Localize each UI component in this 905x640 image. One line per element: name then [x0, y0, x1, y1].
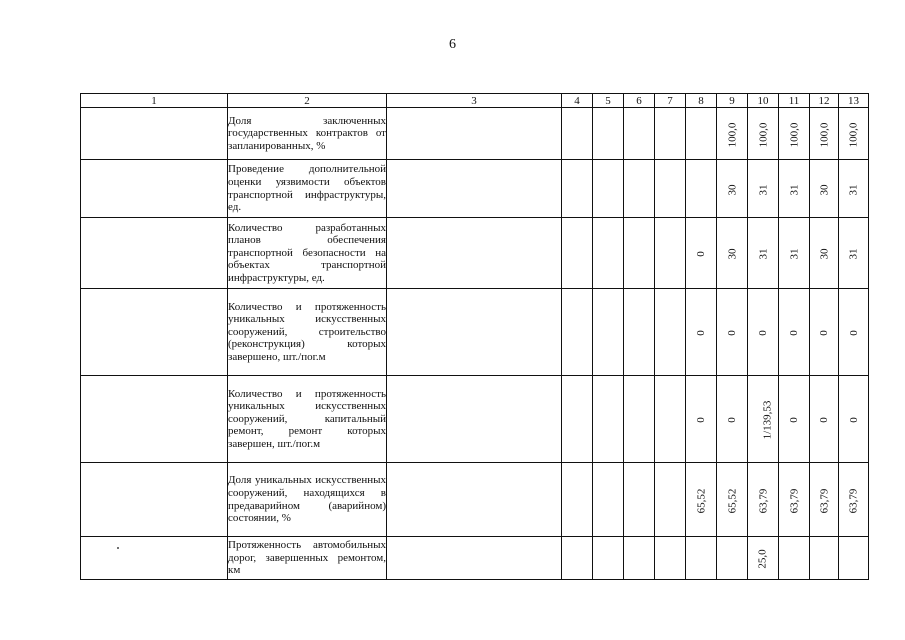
value-cell: [839, 160, 869, 218]
value-cell: [655, 537, 686, 580]
value-cell: [839, 463, 869, 537]
value-cell: [748, 108, 779, 160]
value-cell: [655, 108, 686, 160]
table-row: [81, 376, 869, 463]
value-cell: [624, 160, 655, 218]
value-cell: [810, 289, 839, 376]
value-cell: [562, 463, 593, 537]
value-text: 0: [695, 330, 707, 336]
value-text: 0: [726, 417, 738, 423]
value-cell: [686, 463, 717, 537]
column-number-header: 3: [387, 94, 562, 108]
column-3-cell: [387, 537, 562, 580]
column-3-cell: [387, 108, 562, 160]
indicator-rows: [81, 108, 869, 580]
value-cell: [839, 289, 869, 376]
value-text: 100,0: [726, 122, 738, 147]
value-cell: [593, 108, 624, 160]
value-text: 0: [757, 330, 769, 336]
column-number-header: 13: [839, 94, 869, 108]
table-row: [81, 218, 869, 289]
value-cell: [779, 463, 810, 537]
value-text: 31: [847, 248, 860, 260]
value-text: 31: [757, 184, 769, 195]
page-number: 6: [449, 37, 456, 52]
value-cell: [810, 537, 839, 580]
value-text: 0: [818, 330, 830, 336]
value-cell: [686, 289, 717, 376]
value-cell: [562, 376, 593, 463]
column-number-row: [81, 94, 869, 108]
column-number-header: 8: [686, 94, 717, 108]
value-cell: [717, 376, 748, 463]
indicator-description: Количество разработанных планов обеспечения транспортной безопасности на объектах транспортной инфраструктуры, ед.: [228, 218, 387, 289]
value-text: 0: [847, 330, 860, 336]
value-cell: [748, 537, 779, 580]
column-3-cell: [387, 218, 562, 289]
value-cell: [839, 537, 869, 580]
value-cell: [624, 108, 655, 160]
value-text: 100,0: [818, 122, 830, 147]
indicator-description: Количество и протяженность уникальных искусственных сооружений, строительство (реконструкция) которых завершено, шт./пог.м: [228, 289, 387, 376]
value-text: 0: [788, 417, 800, 423]
value-text: 30: [818, 248, 830, 260]
value-text: 0: [788, 330, 800, 336]
value-cell: [686, 376, 717, 463]
value-cell: [593, 463, 624, 537]
column-1-cell: [81, 160, 228, 218]
value-cell: [655, 376, 686, 463]
value-cell: [810, 108, 839, 160]
indicator-description: Доля уникальных искусственных сооружений, находящихся в предаварийном (аварийном) состоянии, %: [228, 463, 387, 537]
value-cell: [717, 289, 748, 376]
value-text: 0: [818, 417, 830, 423]
column-number-header: 6: [624, 94, 655, 108]
table-row: [81, 289, 869, 376]
table-row: [81, 537, 869, 580]
value-cell: [655, 463, 686, 537]
value-text: 0: [695, 417, 707, 423]
column-number-header: 7: [655, 94, 686, 108]
column-1-cell: [81, 463, 228, 537]
value-text: 63,79: [757, 488, 769, 513]
value-cell: [686, 108, 717, 160]
column-number-header: 11: [779, 94, 810, 108]
value-text: 31: [788, 248, 800, 260]
value-cell: [593, 376, 624, 463]
value-text: 25,0: [757, 549, 769, 569]
value-cell: [655, 289, 686, 376]
value-text: 0: [695, 251, 707, 257]
column-1-cell: [81, 289, 228, 376]
value-text: 65,52: [695, 488, 707, 513]
value-text: 100,0: [757, 122, 769, 147]
value-text: 30: [726, 248, 738, 260]
value-cell: [593, 537, 624, 580]
value-text: 30: [726, 184, 738, 195]
value-cell: [717, 218, 748, 289]
column-1-cell: [81, 376, 228, 463]
value-cell: [779, 160, 810, 218]
value-text: 0: [847, 417, 860, 423]
value-cell: [748, 289, 779, 376]
value-cell: [717, 537, 748, 580]
value-cell: [839, 108, 869, 160]
column-number-header: 1: [81, 94, 228, 108]
column-3-cell: [387, 289, 562, 376]
indicator-description: Протяженность автомобильных дорог, завершенных ремонтом, км: [228, 537, 387, 580]
indicator-description: Количество и протяженность уникальных искусственных сооружений, капитальный ремонт, ремонт которых завершен, шт./пог.м: [228, 376, 387, 463]
column-1-cell: [81, 218, 228, 289]
value-cell: [562, 289, 593, 376]
value-cell: [717, 463, 748, 537]
value-cell: [655, 218, 686, 289]
value-cell: [779, 376, 810, 463]
value-text: 100,0: [788, 122, 800, 147]
column-number-header: 4: [562, 94, 593, 108]
value-cell: [779, 289, 810, 376]
value-cell: [717, 108, 748, 160]
value-cell: [748, 463, 779, 537]
value-text: 100,0: [847, 122, 860, 147]
indicators-table: [80, 93, 869, 580]
value-cell: [562, 537, 593, 580]
value-cell: [717, 160, 748, 218]
value-text: 65,52: [726, 488, 738, 513]
indicator-description: Проведение дополнительной оценки уязвимости объектов транспортной инфраструктуры, ед.: [228, 160, 387, 218]
value-cell: [810, 376, 839, 463]
value-cell: [562, 160, 593, 218]
column-number-header: 9: [717, 94, 748, 108]
value-text: 63,79: [788, 488, 800, 513]
value-cell: [839, 218, 869, 289]
value-cell: [593, 160, 624, 218]
value-text: 63,79: [847, 488, 860, 513]
value-cell: [748, 218, 779, 289]
value-cell: [839, 376, 869, 463]
value-cell: [686, 537, 717, 580]
value-cell: [748, 376, 779, 463]
value-cell: [624, 463, 655, 537]
value-cell: [686, 160, 717, 218]
scan-speck: [117, 547, 119, 549]
column-3-cell: [387, 160, 562, 218]
value-cell: [562, 108, 593, 160]
value-text: 31: [847, 184, 860, 195]
value-text: 1/139,53: [761, 400, 774, 440]
column-1-cell: [81, 537, 228, 580]
value-cell: [562, 218, 593, 289]
value-cell: [593, 289, 624, 376]
column-number-header: 12: [810, 94, 839, 108]
column-3-cell: [387, 463, 562, 537]
column-number-header: 2: [228, 94, 387, 108]
value-cell: [624, 289, 655, 376]
value-cell: [779, 108, 810, 160]
value-text: 31: [788, 184, 800, 195]
column-3-cell: [387, 376, 562, 463]
value-cell: [810, 463, 839, 537]
column-number-header: 10: [748, 94, 779, 108]
value-cell: [810, 160, 839, 218]
indicator-description: Доля заключенных государственных контрактов от запланированных, %: [228, 108, 387, 160]
value-text: 0: [726, 330, 738, 336]
table-row: [81, 108, 869, 160]
value-cell: [624, 537, 655, 580]
value-cell: [593, 218, 624, 289]
value-text: 31: [757, 248, 769, 260]
value-cell: [686, 218, 717, 289]
table-row: [81, 160, 869, 218]
table-row: [81, 463, 869, 537]
value-cell: [748, 160, 779, 218]
value-cell: [779, 218, 810, 289]
value-text: 30: [818, 184, 830, 195]
value-cell: [655, 160, 686, 218]
value-cell: [624, 376, 655, 463]
value-cell: [810, 218, 839, 289]
value-cell: [624, 218, 655, 289]
column-number-header: 5: [593, 94, 624, 108]
value-text: 63,79: [818, 488, 830, 513]
value-cell: [779, 537, 810, 580]
column-1-cell: [81, 108, 228, 160]
